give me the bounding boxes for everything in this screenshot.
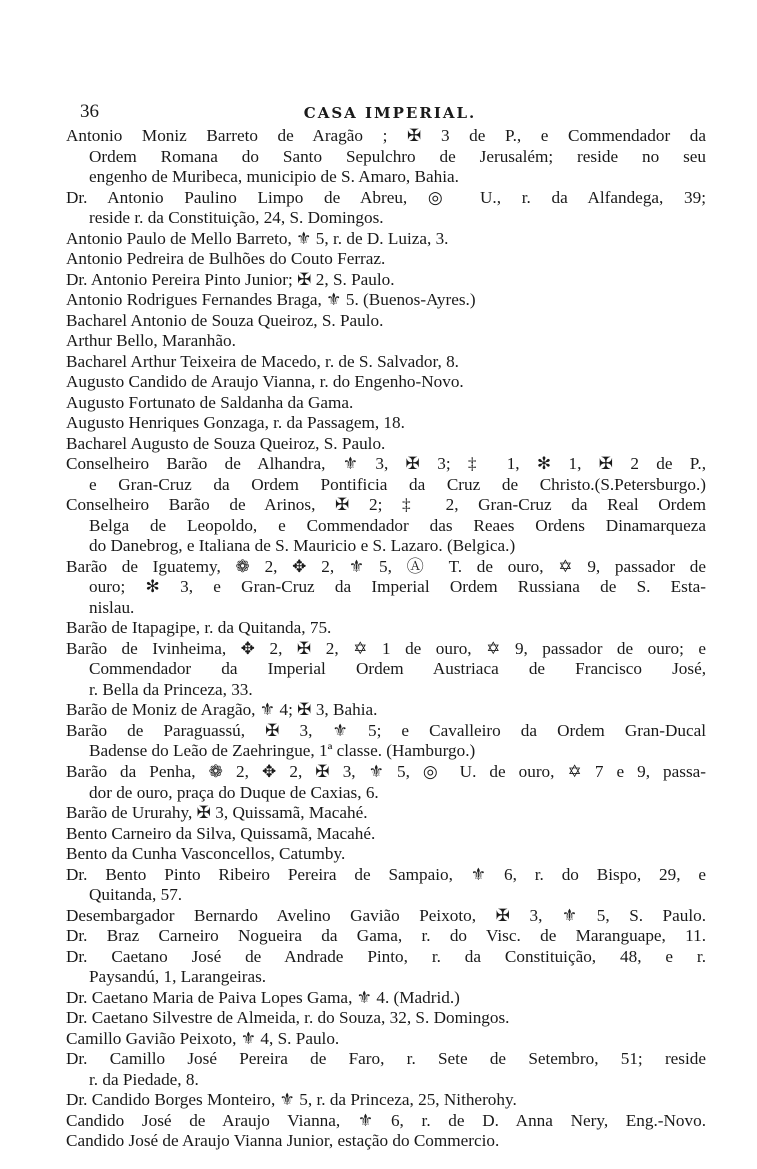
text-line: Bento Carneiro da Silva, Quissamã, Macahé. [66,823,376,843]
text-line: e Gran-Cruz da Ordem Pontificia da Cruz de Christo.(S.Petersburgo.) [89,474,706,494]
text-line: Dr. Antonio Pereira Pinto Junior; ✠ 2, S. Paulo. [66,269,395,289]
text-line: Barão de Moniz de Aragão, ⚜ 4; ✠ 3, Bahia. [66,700,378,720]
text-line: Bacharel Antonio de Souza Queiroz, S. Paulo. [66,310,384,330]
text-line: reside r. da Constituição, 24, S. Domingos. [89,208,384,228]
text-line: Camillo Gavião Peixoto, ⚜ 4, S. Paulo. [66,1028,340,1048]
text-line: ouro; ✻ 3, e Gran-Cruz da Imperial Ordem Russiana de S. Esta- [89,577,706,597]
text-line: Barão da Penha, ❁ 2, ✥ 2, ✠ 3, ⚜ 5, ◎ U. de ouro, ✡ 7 e 9, passa- [66,761,706,781]
text-line: Dr. Caetano Silvestre de Almeida, r. do Souza, 32, S. Domingos. [66,1008,510,1028]
running-head: CASA IMPERIAL. [303,104,477,122]
directory-entries [66,126,706,1152]
text-line: Barão de Itapagipe, r. da Quitanda, 75. [66,618,332,638]
text-line: Antonio Rodrigues Fernandes Braga, ⚜ 5. (Buenos-Ayres.) [66,290,476,310]
text-line: Barão de Iguatemy, ❁ 2, ✥ 2, ⚜ 5, Ⓐ T. de ouro, ✡ 9, passador de [66,556,706,576]
text-line: Antonio Paulo de Mello Barreto, ⚜ 5, r. de D. Luiza, 3. [66,228,449,248]
text-line: Augusto Henriques Gonzaga, r. da Passagem, 18. [66,413,405,433]
text-line: Ordem Romana do Santo Sepulchro de Jerusalém; reside no seu [89,146,706,166]
text-line: Commendador da Imperial Ordem Austriaca de Francisco José, [89,659,706,679]
text-line: Conselheiro Barão de Alhandra, ⚜ 3, ✠ 3; ‡ 1, ✻ 1, ✠ 2 de P., [66,454,706,474]
text-line: Dr. Caetano José de Andrade Pinto, r. da Constituição, 48, e r. [66,946,706,966]
page-header [70,101,710,125]
text-line: Quitanda, 57. [89,885,183,905]
text-line: r. Bella da Princeza, 33. [89,679,253,699]
text-line: Desembargador Bernardo Avelino Gavião Peixoto, ✠ 3, ⚜ 5, S. Paulo. [66,905,706,925]
text-line: Barão de Ivinheima, ✥ 2, ✠ 2, ✡ 1 de ouro, ✡ 9, passador de ouro; e [66,638,706,658]
text-line: Augusto Candido de Araujo Vianna, r. do Engenho-Novo. [66,372,464,392]
text-line: Barão de Ururahy, ✠ 3, Quissamã, Macahé. [66,803,368,823]
text-line: Belga de Leopoldo, e Commendador das Reaes Ordens Dinamarqueza [89,515,706,535]
text-line: Arthur Bello, Maranhão. [66,331,236,351]
text-line: Dr. Camillo José Pereira de Faro, r. Sete de Setembro, 51; reside [66,1049,706,1069]
text-line: Dr. Candido Borges Monteiro, ⚜ 5, r. da Princeza, 25, Nitherohy. [66,1090,517,1110]
text-line: Barão de Paraguassú, ✠ 3, ⚜ 5; e Cavalleiro da Ordem Gran-Ducal [66,720,706,740]
text-line: Conselheiro Barão de Arinos, ✠ 2; ‡ 2, Gran-Cruz da Real Ordem [66,495,706,515]
text-line: Dr. Braz Carneiro Nogueira da Gama, r. do Visc. de Maranguape, 11. [66,926,706,946]
text-line: Dr. Bento Pinto Ribeiro Pereira de Sampaio, ⚜ 6, r. do Bispo, 29, e [66,864,706,884]
text-line: Dr. Antonio Paulino Limpo de Abreu, ◎ U., r. da Alfandega, 39; [66,187,706,207]
text-line: r. da Piedade, 8. [89,1069,199,1089]
text-line: Bento da Cunha Vasconcellos, Catumby. [66,844,346,864]
text-line: Candido José de Araujo Vianna, ⚜ 6, r. de D. Anna Nery, Eng.-Novo. [66,1110,706,1130]
text-line: Bacharel Augusto de Souza Queiroz, S. Paulo. [66,433,386,453]
text-line: Antonio Moniz Barreto de Aragão ; ✠ 3 de P., e Commendador da [66,126,706,145]
text-line: Bacharel Arthur Teixeira de Macedo, r. de S. Salvador, 8. [66,351,459,371]
text-line: nislau. [89,597,135,617]
text-line: Paysandú, 1, Larangeiras. [89,967,267,987]
text-line: engenho de Muribeca, municipio de S. Amaro, Bahia. [89,167,459,187]
text-line: Dr. Caetano Maria de Paiva Lopes Gama, ⚜ 4. (Madrid.) [66,987,460,1007]
text-line: Candido José de Araujo Vianna Junior, estação do Commercio. [66,1131,500,1151]
text-line: Antonio Pedreira de Bulhões do Couto Ferraz. [66,249,386,269]
text-line: dor de ouro, praça do Duque de Caxias, 6. [89,782,379,802]
page-number: 36 [80,101,99,122]
text-line: Augusto Fortunato de Saldanha da Gama. [66,392,354,412]
text-line: do Danebrog, e Italiana de S. Mauricio e S. Lazaro. (Belgica.) [89,536,516,556]
text-line: Badense do Leão de Zaehringue, 1ª classe. (Hamburgo.) [89,741,476,761]
